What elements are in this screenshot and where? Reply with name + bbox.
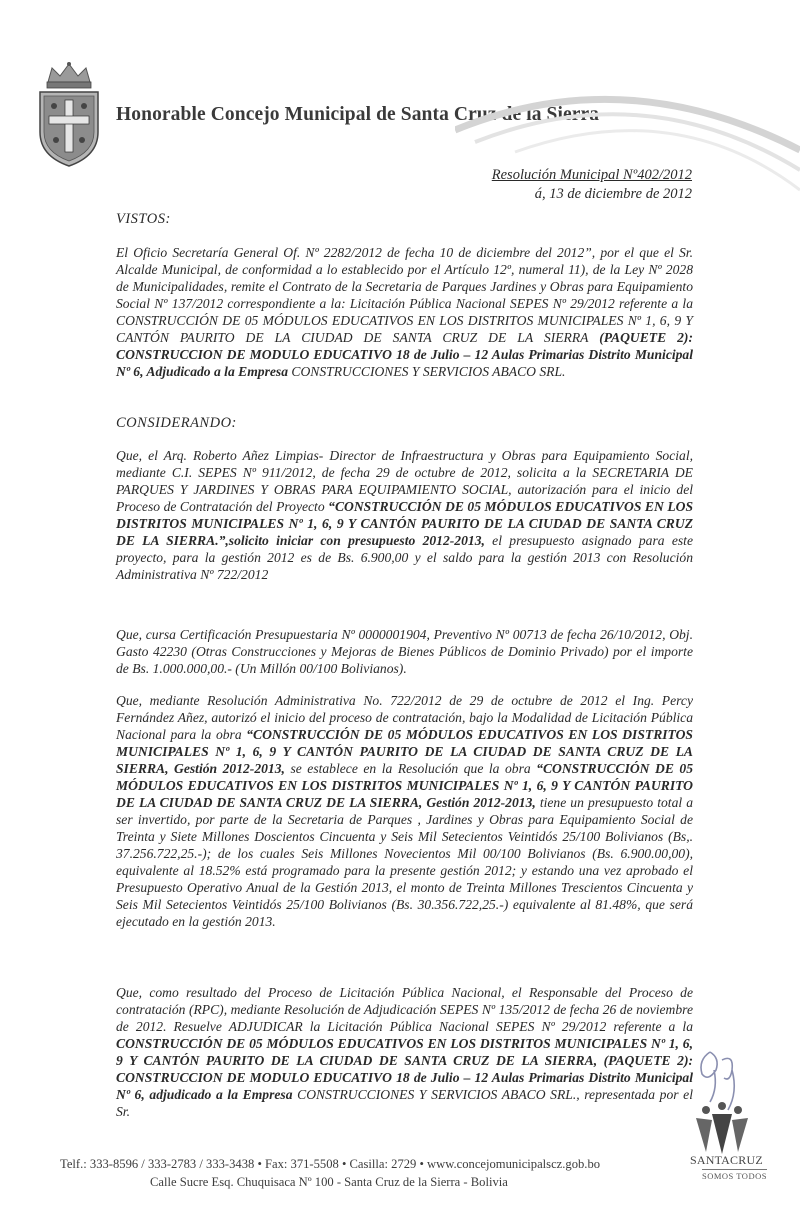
paragraph-bold-text: “CONSTRUCCIÓN DE 05 MÓDULOS EDUCATIVOS EN LOS DISTRITOS MUNICIPALES Nº 1, 6, 9 Y CANTÓN PAURITO DE LA CIUDAD DE SANTA CRUZ DE LA SIERRA, Gestión 2012-2013, <box>116 761 694 810</box>
footer-contact-line: Telf.: 333-8596 / 333-2783 / 333-3438 • Fax: 371-5508 • Casilla: 2729 • www.concejomunicipalscz.gob.bo <box>60 1157 601 1171</box>
resolution-number: Resolución Municipal Nº402/2012 <box>491 167 692 183</box>
footer-address-line: Calle Sucre Esq. Chuquisaca Nº 100 - Santa Cruz de la Sierra - Bolivia <box>150 1175 508 1189</box>
paragraph-considerando-4 <box>116 984 693 1120</box>
logo-text: SANTACRUZ <box>690 1153 763 1167</box>
paragraph-considerando-3 <box>116 692 693 930</box>
section-title-vistos: VISTOS: <box>116 211 171 227</box>
municipal-crest-icon <box>34 60 104 168</box>
logo-subtext: SOMOS TODOS <box>702 1171 767 1181</box>
paragraph-text: El Oficio Secretaría General Of. Nº 2282/2012 de fecha 10 de diciembre del 2012”, por el que el Sr. Alcalde Municipal, de conformidad a lo establecido por el Artículo 12º, numeral 11), de la Ley Nº 2028 de Municipalidades, remite el Contrato de la Secretaria de Parques Jardines y Obras para Equipamiento Social Nº 137/2012 correspondiente a la: Licitación Pública Nacional SEPES Nº 29/2012 referente a la CONSTRUCCIÓN DE 05 MÓDULOS EDUCATIVOS EN LOS DISTRITOS MUNICIPALES Nº 1, 6, 9 Y CANTÓN PAURITO DE LA CIUDAD DE SANTA CRUZ DE LA SIERRA <box>116 245 693 345</box>
organization-title: Honorable Concejo Municipal de Santa Cruz de la Sierra <box>116 104 600 125</box>
resolution-date: á, 13 de diciembre de 2012 <box>534 186 692 202</box>
paragraph-vistos <box>116 244 693 380</box>
paragraph-bold-text: CONSTRUCCIÓN DE 05 MÓDULOS EDUCATIVOS EN LOS DISTRITOS MUNICIPALES Nº 1, 6, 9 Y CANTÓN PAURITO DE LA CIUDAD DE SANTA CRUZ DE LA SIERRA, (PAQUETE 2): CONSTRUCCION DE MODULO EDUCATIVO 18 de Julio – 12 Aulas Primarias Distrito Municipal Nº 6, adjudicado a la Empresa <box>116 1036 693 1102</box>
paragraph-text: CONSTRUCCIONES Y SERVICIOS ABACO SRL. <box>288 364 566 379</box>
paragraph-text: Que, cursa Certificación Presupuestaria Nº 0000001904, Preventivo Nº 00713 de fecha 26/10/2012, Obj. Gasto 42230 (Otras Construcciones y Mejoras de Bienes Públicos de Dominio Privado) por el importe de Bs. 1.000.000,00.- (Un Millón 00/100 Bolivianos). <box>116 627 693 676</box>
paragraph-text: CONSTRUCCIONES Y SERVICIOS ABACO SRL., representada por el Sr. <box>116 1087 693 1119</box>
paragraph-text: tiene un presupuesto total a ser invertido, por parte de la Secretaria de Parques , Jardines y Obras para Equipamiento Social de Treinta y Siete Millones Doscientos Cincuenta y Seis Mil Setecientos Veintidós 25/100 Bolivianos (Bs,. 37.256.722,25.-); de los cuales Seis Millones Novecientos Mil 00/100 Bolivianos (Bs. 6.900.00,00), equivalente al 18.52% está programado para la presente gestión 2012; y estando una vez aprobado el Presupuesto Operativo Anual de la Gestión 2013, el monto de Treinta Millones Trescientos Cincuenta y Seis Mil Setecientos Veintidós 25/100 Bolivianos (Bs. 30.356.722,25.-) equivalente al 81.48%, que será ejecutado en la gestión 2013. <box>116 795 693 929</box>
paragraph-bold-text: “CONSTRUCCIÓN DE 05 MÓDULOS EDUCATIVOS EN LOS DISTRITOS MUNICIPALES Nº 1, 6, 9 Y CANTÓN PAURITO DE LA CIUDAD DE SANTA CRUZ DE LA SIERRA.”,solicito iniciar con presupuesto 2012-2013, <box>116 499 693 548</box>
paragraph-considerando-2 <box>116 626 693 677</box>
paragraph-text: el presupuesto asignado para este proyecto, para la gestión 2012 es de Bs. 6.900,00 y el saldo para la gestión 2013 con Resolución Administrativa Nº 722/2012 <box>116 533 693 582</box>
paragraph-text: Que, mediante Resolución Administrativa No. 722/2012 de 29 de octubre de 2012 el Ing. Percy Fernández Añez, autorizó el inicio del proceso de contratación, bajo la Modalidad de Licitación Pública Nacional para la obra <box>116 693 693 742</box>
paragraph-considerando-1 <box>116 447 693 583</box>
section-title-considerando: CONSIDERANDO: <box>116 415 237 431</box>
paragraph-bold-text: (PAQUETE 2): CONSTRUCCION DE MODULO EDUCATIVO 18 de Julio – 12 Aulas Primarias Distrito Municipal Nº 6, Adjudicado a la Empresa <box>116 330 693 379</box>
paragraph-text: se establece en la Resolución que la obra <box>284 761 537 776</box>
paragraph-bold-text: “CONSTRUCCIÓN DE 05 MÓDULOS EDUCATIVOS EN LOS DISTRITOS MUNICIPALES Nº 1, 6, 9 Y CANTÓN PAURITO DE LA CIUDAD DE SANTA CRUZ DE LA SIERRA, Gestión 2012-2013, <box>116 727 693 776</box>
santa-cruz-logo-icon <box>682 1100 762 1156</box>
paragraph-text: Que, el Arq. Roberto Añez Limpias- Director de Infraestructura y Obras para Equipamiento Social, mediante C.I. SEPES Nº 911/2012, de fecha 29 de octubre de 2012, solicita a la SECRETARIA DE PARQUES Y JARDINES Y OBRAS PARA EQUIPAMIENTO SOCIAL, autorización para el inicio del Proceso de Contratación del Proyecto <box>116 448 693 514</box>
paragraph-text: Que, como resultado del Proceso de Licitación Pública Nacional, el Responsable del Proceso de contratación (RPC), mediante Resolución de Adjudicación SEPES Nº 135/2012 de fecha 26 de noviembre de 2012. Resuelve ADJUDICAR la Licitación Pública Nacional SEPES Nº 29/2012 referente a la <box>116 985 693 1034</box>
